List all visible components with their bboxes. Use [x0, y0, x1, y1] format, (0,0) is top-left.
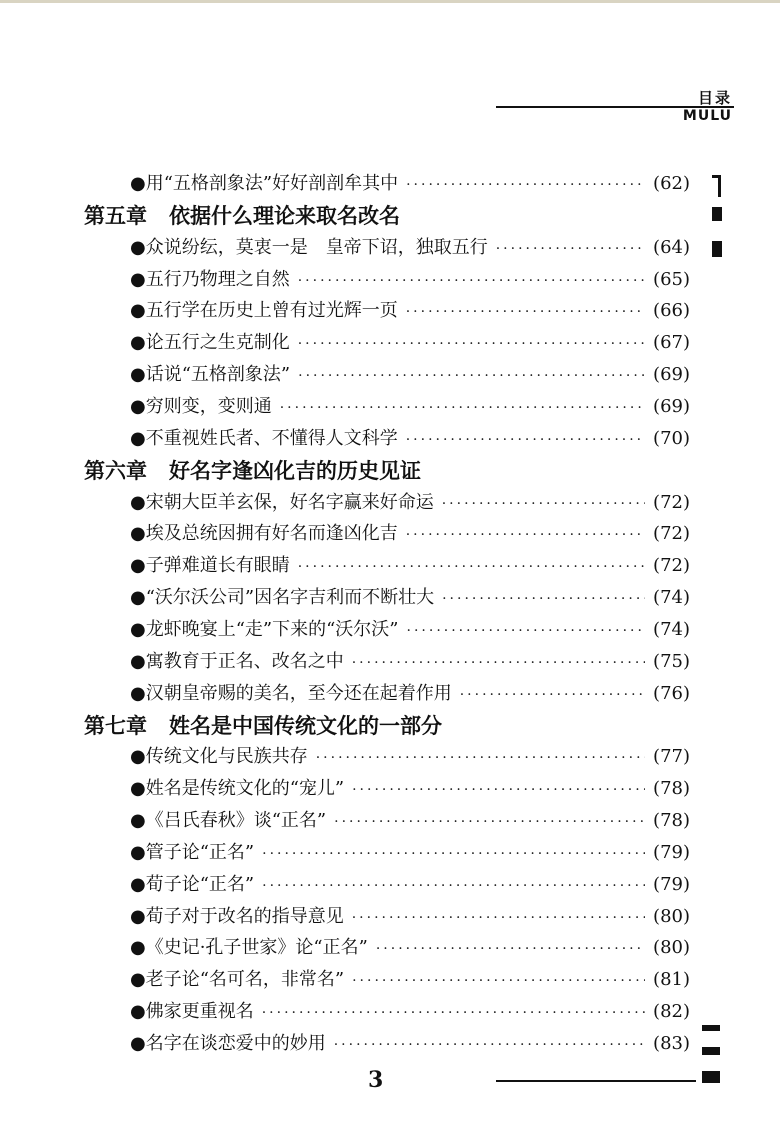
toc-entry [130, 296, 690, 326]
toc-entry-page: (64) [653, 236, 690, 258]
toc-entry-page: (79) [653, 873, 690, 895]
leader-dots [352, 966, 645, 996]
toc-entry-page: (69) [653, 364, 690, 386]
toc-chapter-heading [84, 456, 704, 486]
chapter-title: 姓名是中国传统文化的一部分 [169, 713, 442, 738]
leader-dots [407, 616, 646, 646]
toc-entry-page: (80) [653, 937, 690, 959]
toc-entry [130, 519, 690, 549]
toc-entry-page: (79) [653, 841, 690, 863]
toc-entry [130, 233, 690, 263]
toc-entry-title: ●五行乃物理之自然 [130, 268, 290, 290]
toc-entry-title: ●众说纷纭，莫衷一是 皇帝下诏，独取五行 [130, 236, 488, 258]
toc-entry-page: (78) [653, 778, 690, 800]
toc-entry [130, 551, 690, 581]
page-number: 3 [368, 1067, 384, 1093]
toc-entry [130, 647, 690, 677]
toc-entry-title: ●汉朝皇帝赐的美名，至今还在起着作用 [130, 682, 452, 704]
toc-entry-title: ●荀子论“正名” [130, 873, 255, 895]
toc-entry [130, 328, 690, 358]
thumb-index-mark [702, 1047, 720, 1055]
toc-entry-title: ●子弹难道长有眼睛 [130, 555, 290, 577]
toc-entry [130, 933, 690, 963]
toc-entry-page: (75) [653, 650, 690, 672]
toc-entry [130, 870, 690, 900]
chapter-number: 第五章 [84, 203, 147, 228]
toc-entry [130, 424, 690, 454]
toc-entry-title: ●宋朝大臣羊玄保，好名字赢来好命运 [130, 491, 434, 513]
toc-entry [130, 838, 690, 868]
leader-dots [352, 903, 645, 933]
toc-entry-page: (66) [653, 300, 690, 322]
thumb-index-mark [702, 1071, 720, 1083]
toc-entry-title: ●论五行之生克制化 [130, 332, 290, 354]
toc-entry-page: (62) [653, 173, 690, 194]
leader-dots [406, 297, 645, 327]
toc-entry-title: ●名字在谈恋爱中的妙用 [130, 1033, 326, 1054]
toc-chapter-heading [84, 711, 704, 741]
leader-dots [442, 489, 645, 519]
toc-entry-title: ●寓教育于正名、改名之中 [130, 650, 344, 672]
toc-entry-title: ●穷则变，变则通 [130, 396, 272, 417]
toc-entry [130, 583, 690, 613]
leader-dots [496, 234, 645, 264]
leader-dots [352, 775, 645, 805]
toc-entry [130, 774, 690, 804]
leader-dots [352, 648, 645, 678]
footer-rule [496, 1080, 696, 1082]
thumb-index-mark [718, 175, 721, 197]
leader-dots [298, 329, 645, 359]
chapter-title: 依据什么理论来取名改名 [169, 203, 400, 228]
leader-dots [262, 998, 645, 1028]
toc-entry-page: (69) [653, 396, 690, 417]
leader-dots [442, 584, 645, 614]
toc-entry-page: (77) [653, 746, 690, 768]
toc-entry-title: ●佛家更重视名 [130, 1001, 254, 1023]
toc-entry [130, 265, 690, 295]
leader-dots [298, 552, 645, 582]
running-header-subtitle: MULU [682, 108, 732, 124]
chapter-title: 好名字逢凶化吉的历史见证 [169, 458, 421, 483]
toc-entry [130, 488, 690, 518]
running-header-title: 目录 [697, 89, 732, 107]
toc-entry-page: (80) [653, 905, 690, 927]
toc-entry-page: (83) [653, 1033, 690, 1054]
toc-entry-title: ●话说“五格剖象法” [130, 364, 291, 386]
leader-dots [406, 170, 645, 200]
thumb-index-mark [712, 175, 721, 178]
toc-entry-page: (72) [653, 491, 690, 513]
toc-chapter-heading [84, 201, 704, 231]
leader-dots [316, 743, 645, 773]
leader-dots [334, 807, 645, 837]
toc-entry [130, 997, 690, 1027]
toc-entry [130, 615, 690, 645]
chapter-number: 第六章 [84, 458, 147, 483]
toc-entry-title: ●荀子对于改名的指导意见 [130, 905, 344, 927]
toc-entry-page: (72) [653, 555, 690, 577]
toc-entry-title: ●《吕氏春秋》谈“正名” [130, 810, 327, 831]
toc-entry [130, 169, 690, 199]
leader-dots [298, 266, 645, 296]
toc-entry [130, 679, 690, 709]
toc-entry-page: (82) [653, 1001, 690, 1023]
toc-entry [130, 902, 690, 932]
leader-dots [262, 839, 645, 869]
leader-dots [334, 1030, 645, 1060]
chapter-number: 第七章 [84, 713, 147, 738]
toc-entry-page: (65) [653, 268, 690, 290]
toc-entry [130, 742, 690, 772]
leader-dots [262, 871, 645, 901]
toc-entry-title: ●姓名是传统文化的“宠儿” [130, 778, 345, 800]
thumb-index-mark [712, 241, 722, 257]
leader-dots [298, 361, 645, 391]
toc-entry-page: (78) [653, 810, 690, 831]
toc-entry-title: ●不重视姓氏者、不懂得人文科学 [130, 427, 398, 449]
toc-entry-page: (72) [653, 523, 690, 545]
toc-entry-page: (81) [653, 969, 690, 991]
toc-entry-page: (70) [653, 427, 690, 449]
toc-entry-title: ●“沃尔沃公司”因名字吉利而不断壮大 [130, 587, 435, 608]
leader-dots [406, 520, 645, 550]
toc-entry-title: ●埃及总统因拥有好名而逢凶化吉 [130, 523, 398, 545]
toc-entry-page: (76) [653, 682, 690, 704]
toc-entry-title: ●传统文化与民族共存 [130, 746, 308, 768]
toc-entry-page: (67) [653, 332, 690, 354]
toc-entry-title: ●用“五格剖象法”好好剖剖牟其中 [130, 173, 399, 194]
toc-entry-title: ●五行学在历史上曾有过光辉一页 [130, 300, 398, 322]
toc-entry [130, 965, 690, 995]
leader-dots [406, 425, 645, 455]
toc-entry-title: ●老子论“名可名，非常名” [130, 969, 345, 991]
leader-dots [280, 393, 645, 423]
thumb-index-mark [712, 207, 722, 221]
toc-entry-title: ●管子论“正名” [130, 841, 255, 863]
toc-entry [130, 360, 690, 390]
toc-entry-page: (74) [653, 587, 690, 608]
toc-entry-page: (74) [653, 618, 690, 640]
leader-dots [460, 680, 645, 710]
toc-entry-title: ●龙虾晚宴上“走”下来的“沃尔沃” [130, 618, 399, 640]
toc-entry-title: ●《史记·孔子世家》论“正名” [130, 937, 368, 959]
toc-entry [130, 806, 690, 836]
thumb-index-mark [702, 1025, 720, 1031]
toc-entry [130, 392, 690, 422]
leader-dots [376, 934, 645, 964]
toc-entry [130, 1029, 690, 1059]
